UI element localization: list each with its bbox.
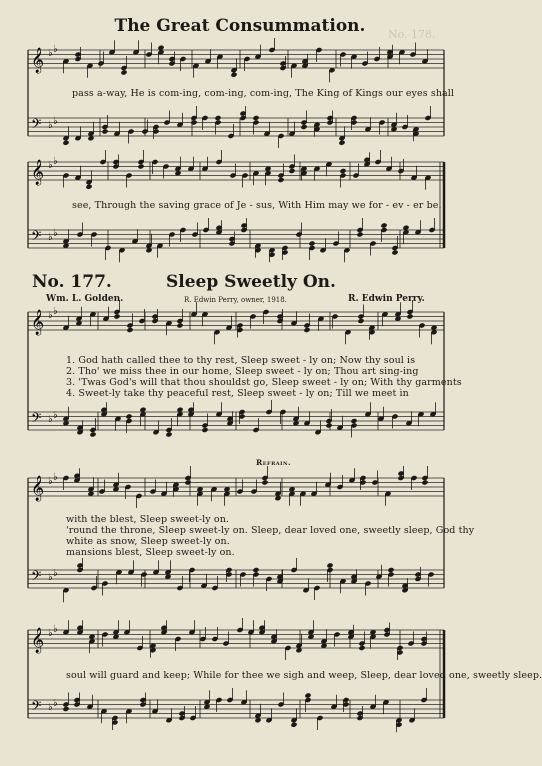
lyric-line: see, Through the saving grace of Je - sus, With Him may we for - ev - er be.: [72, 200, 442, 211]
note-head: [261, 479, 268, 485]
note-head: [85, 184, 92, 190]
flat-sign: ♭: [53, 698, 58, 709]
note-head: [252, 115, 259, 121]
flat-sign: ♭: [53, 306, 58, 317]
lyric-line: pass a-way, He is com-ing, com-ing, com-ing, The King of Kings our eyes shall: [72, 88, 455, 99]
note-head: [288, 168, 295, 174]
note-head: [290, 722, 297, 728]
note-head: [308, 240, 315, 246]
flat-sign: ♭: [53, 568, 58, 579]
verse-line: 3. 'Twas God's will that thou shouldst go, Sleep sweet - ly on; With thy garments: [66, 377, 462, 388]
treble-clef: 𝄞: [31, 160, 45, 185]
note-head: [184, 479, 191, 485]
note-head: [391, 249, 398, 255]
note-head: [137, 163, 144, 169]
flat-sign: ♭: [48, 310, 53, 321]
bass-clef: 𝄢: [31, 116, 42, 135]
flat-sign: ♭: [48, 414, 53, 425]
verse-line: 1. God hath called thee to thy rest, Sleep sweet - ly on; Now thy soul is: [66, 355, 416, 366]
note-head: [338, 140, 345, 146]
note-head: [357, 318, 364, 324]
flat-sign: ♭: [53, 156, 58, 167]
flat-sign: ♭: [53, 624, 58, 635]
note-head: [62, 706, 69, 712]
hymn-title: Sleep Sweetly On.: [166, 272, 336, 292]
hymn-copyright: R. Edwin Perry, owner, 1918.: [184, 296, 287, 304]
note-head: [277, 177, 284, 183]
note-head: [325, 422, 332, 428]
flat-sign: ♭: [48, 572, 53, 583]
flat-sign: ♭: [48, 476, 53, 487]
note-head: [126, 327, 133, 333]
note-head: [201, 427, 208, 433]
note-head: [176, 322, 183, 328]
verse-line: with the blest, Sleep sweet-ly on.: [66, 514, 230, 525]
verse-line: 'round the throne, Sleep sweet-ly on. Sleep, dear loved one, sweetly sleep, God thy: [66, 525, 475, 536]
page-title: The Great Consummation.: [114, 16, 366, 36]
note-head: [190, 119, 197, 125]
note-head: [125, 413, 132, 419]
note-head: [165, 431, 172, 437]
flat-sign: ♭: [48, 628, 53, 639]
hymn-composer: R. Edwin Perry.: [348, 294, 425, 304]
flat-sign: ♭: [53, 116, 58, 127]
note-head: [421, 479, 428, 485]
flat-sign: ♭: [53, 44, 58, 55]
verse-line: white as snow, Sleep sweet-ly on.: [66, 536, 230, 547]
note-head: [120, 69, 127, 75]
bass-clef: 𝄢: [31, 698, 42, 717]
treble-clef: 𝄞: [31, 628, 45, 653]
flat-sign: ♭: [53, 410, 58, 421]
note-head: [303, 327, 310, 333]
note-head: [113, 313, 120, 319]
bass-clef: 𝄢: [31, 410, 42, 429]
note-head: [339, 168, 346, 174]
note-head: [304, 692, 311, 698]
hymn-number: No. 177.: [32, 272, 112, 292]
note-head: [101, 128, 108, 134]
bass-clef: 𝄢: [31, 568, 42, 587]
note-head: [214, 115, 221, 121]
note-head: [406, 313, 413, 319]
flat-sign: ♭: [53, 228, 58, 239]
flat-sign: ♭: [48, 702, 53, 713]
note-head: [252, 567, 259, 573]
note-head: [89, 431, 96, 437]
note-head: [62, 140, 69, 146]
flat-sign: ♭: [48, 48, 53, 59]
flat-sign: ♭: [48, 120, 53, 131]
lyric-line: soul will guard and keep; While for thee we sigh and weep, Sleep, dear loved one, sweetly sleep.: [66, 670, 542, 681]
flat-sign: ♭: [48, 232, 53, 243]
flat-sign: ♭: [48, 160, 53, 171]
page-number-watermark: No. 178.: [388, 28, 436, 41]
note-head: [358, 645, 365, 651]
treble-clef: 𝄞: [31, 310, 45, 335]
note-head: [230, 72, 237, 78]
treble-clef: 𝄞: [31, 48, 45, 73]
verse-line: 4. Sweet-ly take thy peaceful rest, Sleep sweet - ly on; Till we meet in: [66, 388, 409, 399]
treble-clef: 𝄞: [31, 476, 45, 501]
refrain-label: Refrain.: [256, 458, 292, 467]
verse-line: mansions blest, Sleep sweet-ly on.: [66, 547, 235, 558]
note-head: [350, 418, 357, 424]
note-head: [380, 222, 387, 228]
note-head: [300, 124, 307, 130]
note-head: [387, 567, 394, 573]
note-head: [326, 562, 333, 568]
flat-sign: ♭: [53, 472, 58, 483]
note-head: [356, 231, 363, 237]
hymn-author: Wm. L. Golden.: [46, 294, 124, 304]
bass-clef: 𝄢: [31, 228, 42, 247]
verse-line: 2. Tho' we miss thee in our home, Sleep sweet - ly on; Thou art sing-ing: [66, 366, 419, 377]
